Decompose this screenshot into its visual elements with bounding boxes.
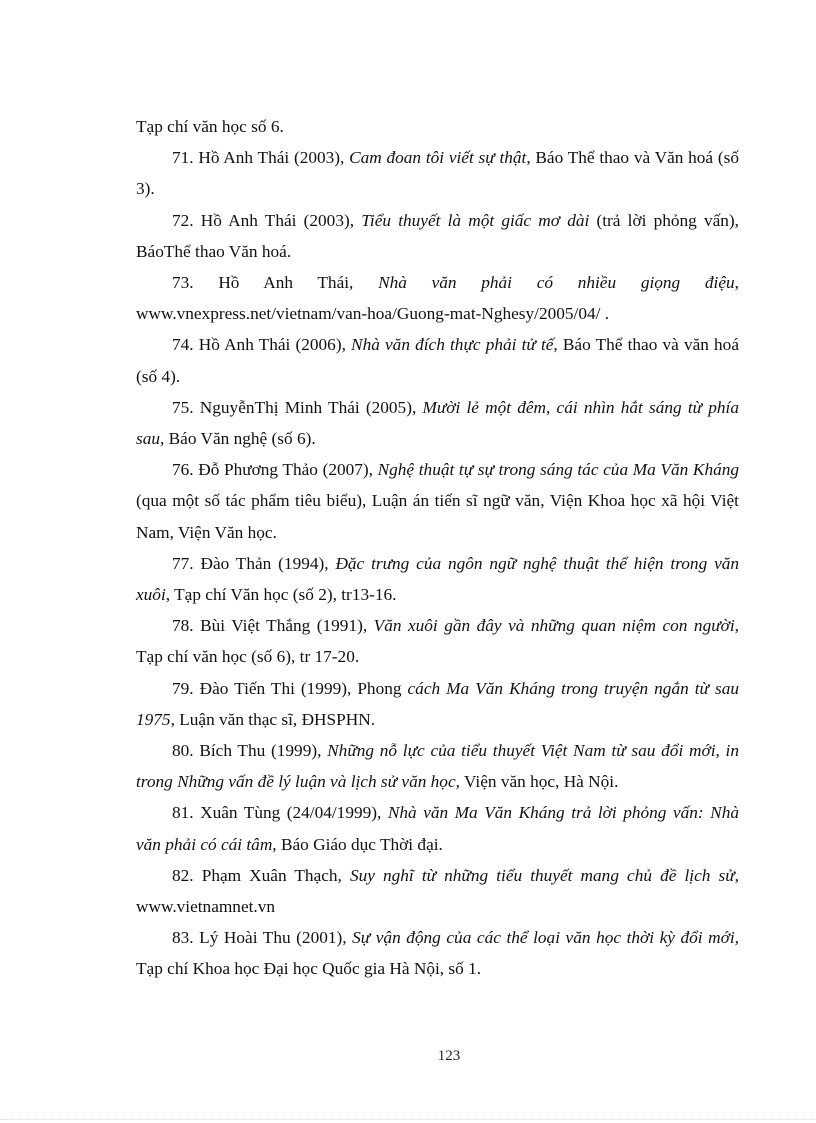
reference-author: Lý Hoài Thu (2001), <box>199 928 353 948</box>
reference-title: Tiểu thuyết là một giấc mơ dài <box>361 210 590 230</box>
reference-details: , Báo Thể thao và văn hoá (số 4). <box>136 335 739 386</box>
reference-details: , www.vnexpress.net/vietnam/van-hoa/Guong-mat-Nghesy/2005/04/ . <box>136 273 739 324</box>
reference-title: Nhà văn phải có nhiều giọng điệu <box>378 273 735 293</box>
reference-author: Hồ Anh Thái (2003), <box>198 148 350 168</box>
reference-author: Bích Thu (1999), <box>199 741 328 761</box>
reference-number: 76. <box>172 460 199 480</box>
reference-author: Hồ Anh Thái (2003), <box>200 210 362 230</box>
reference-title: Sự vận động của các thể loại văn học thời kỳ đổi mới, <box>352 928 739 948</box>
reference-author: Xuân Tùng (24/04/1999), <box>200 803 388 823</box>
reference-number: 73. <box>172 273 219 293</box>
reference-title: Nhà văn đích thực phải tử tế <box>351 335 554 355</box>
reference-author: NguyễnThị Minh Thái (2005), <box>199 397 423 417</box>
reference-title: Nghệ thuật tự sự trong sáng tác của Ma Văn Kháng <box>377 460 740 480</box>
reference-number: 75. <box>172 397 200 417</box>
reference-item <box>136 548 739 610</box>
reference-item <box>136 267 739 329</box>
reference-details: (qua một số tác phẩm tiêu biểu), Luận án tiến sĩ ngữ văn, Viện Khoa học xã hội Việt Nam, Viện Văn học. <box>136 491 739 542</box>
reference-number: 79. <box>172 678 200 698</box>
reference-item <box>136 329 739 391</box>
reference-item <box>136 735 739 797</box>
reference-author: Phạm Xuân Thạch, <box>201 865 350 885</box>
reference-number: 78. <box>172 616 201 636</box>
reference-number: 83. <box>172 928 200 948</box>
reference-title: Cam đoan tôi viết sự thật <box>349 148 527 168</box>
reference-number: 80. <box>172 741 200 761</box>
reference-author: Hồ Anh Thái, <box>218 273 379 293</box>
reference-title: Văn xuôi gần đây và những quan niệm con người <box>373 616 735 636</box>
document-page <box>136 111 739 985</box>
reference-number: 81. <box>172 803 201 823</box>
reference-author: Đào Tiến Thi (1999), Phong <box>199 678 408 698</box>
reference-title: Đặc trưng của ngôn ngữ nghệ thuật thể hiện trong văn xuôi <box>136 553 740 605</box>
reference-title: cách Ma Văn Kháng trong truyện ngắn từ sau 1975 <box>136 678 739 729</box>
reference-item <box>136 860 739 922</box>
reference-details: , Báo Thể thao và Văn hoá (số 3). <box>136 148 739 199</box>
reference-author: Đỗ Phương Thảo (2007), <box>198 460 378 480</box>
reference-number: 72. <box>172 210 201 230</box>
reference-item <box>136 454 739 548</box>
reference-details: (trả lời phỏng vấn), BáoThể thao Văn hoá. <box>136 210 739 261</box>
reference-details: , Tạp chí văn học (số 6), tr 17-20. <box>136 616 739 667</box>
reference-details: Báo Giáo dục Thời đại. <box>276 834 443 854</box>
reference-author: Hồ Anh Thái (2006), <box>198 335 352 355</box>
reference-details: Báo Văn nghệ (số 6). <box>164 429 316 449</box>
reference-number: 74. <box>172 335 199 355</box>
page-number: 123 <box>437 1048 461 1064</box>
reference-details: Tạp chí Khoa học Đại học Quốc gia Hà Nội, số 1. <box>136 959 482 979</box>
page-bottom-divider <box>0 1119 816 1120</box>
reference-details: , Luận văn thạc sĩ, ĐHSPHN. <box>170 709 376 729</box>
reference-title: Nhà văn Ma Văn Kháng trả lời phỏng vấn: Nhà văn phải có cái tâm, <box>136 803 739 854</box>
reference-title: Mười lẻ một đêm, cái nhìn hắt sáng từ phía sau, <box>136 397 739 449</box>
reference-item <box>136 142 739 204</box>
reference-number: 82. <box>172 865 202 885</box>
reference-author: Bùi Việt Thắng (1991), <box>200 616 374 636</box>
reference-item <box>136 610 739 672</box>
reference-item <box>136 922 739 984</box>
reference-title: Những nỗ lực của tiểu thuyết Việt Nam từ sau đổi mới, in trong Những vấn đề lý luận và lịch sử văn học <box>136 741 740 792</box>
reference-number: 77. <box>172 553 201 573</box>
reference-details: , Tạp chí Văn học (số 2), tr13-16. <box>165 585 397 605</box>
reference-author: Đào Thản (1994), <box>200 553 336 573</box>
reference-item <box>136 797 739 859</box>
continuation-text: Tạp chí văn học số 6. <box>136 117 284 136</box>
reference-number: 71. <box>172 148 199 168</box>
reference-item <box>136 392 739 454</box>
reference-item <box>136 205 739 267</box>
reference-details: , Viện văn học, Hà Nội. <box>455 772 619 792</box>
reference-title: Suy nghĩ từ những tiểu thuyết mang chủ đề lịch sử <box>349 865 735 885</box>
reference-item <box>136 673 739 735</box>
reference-list <box>136 142 739 984</box>
reference-details: , www.vietnamnet.vn <box>136 865 739 917</box>
